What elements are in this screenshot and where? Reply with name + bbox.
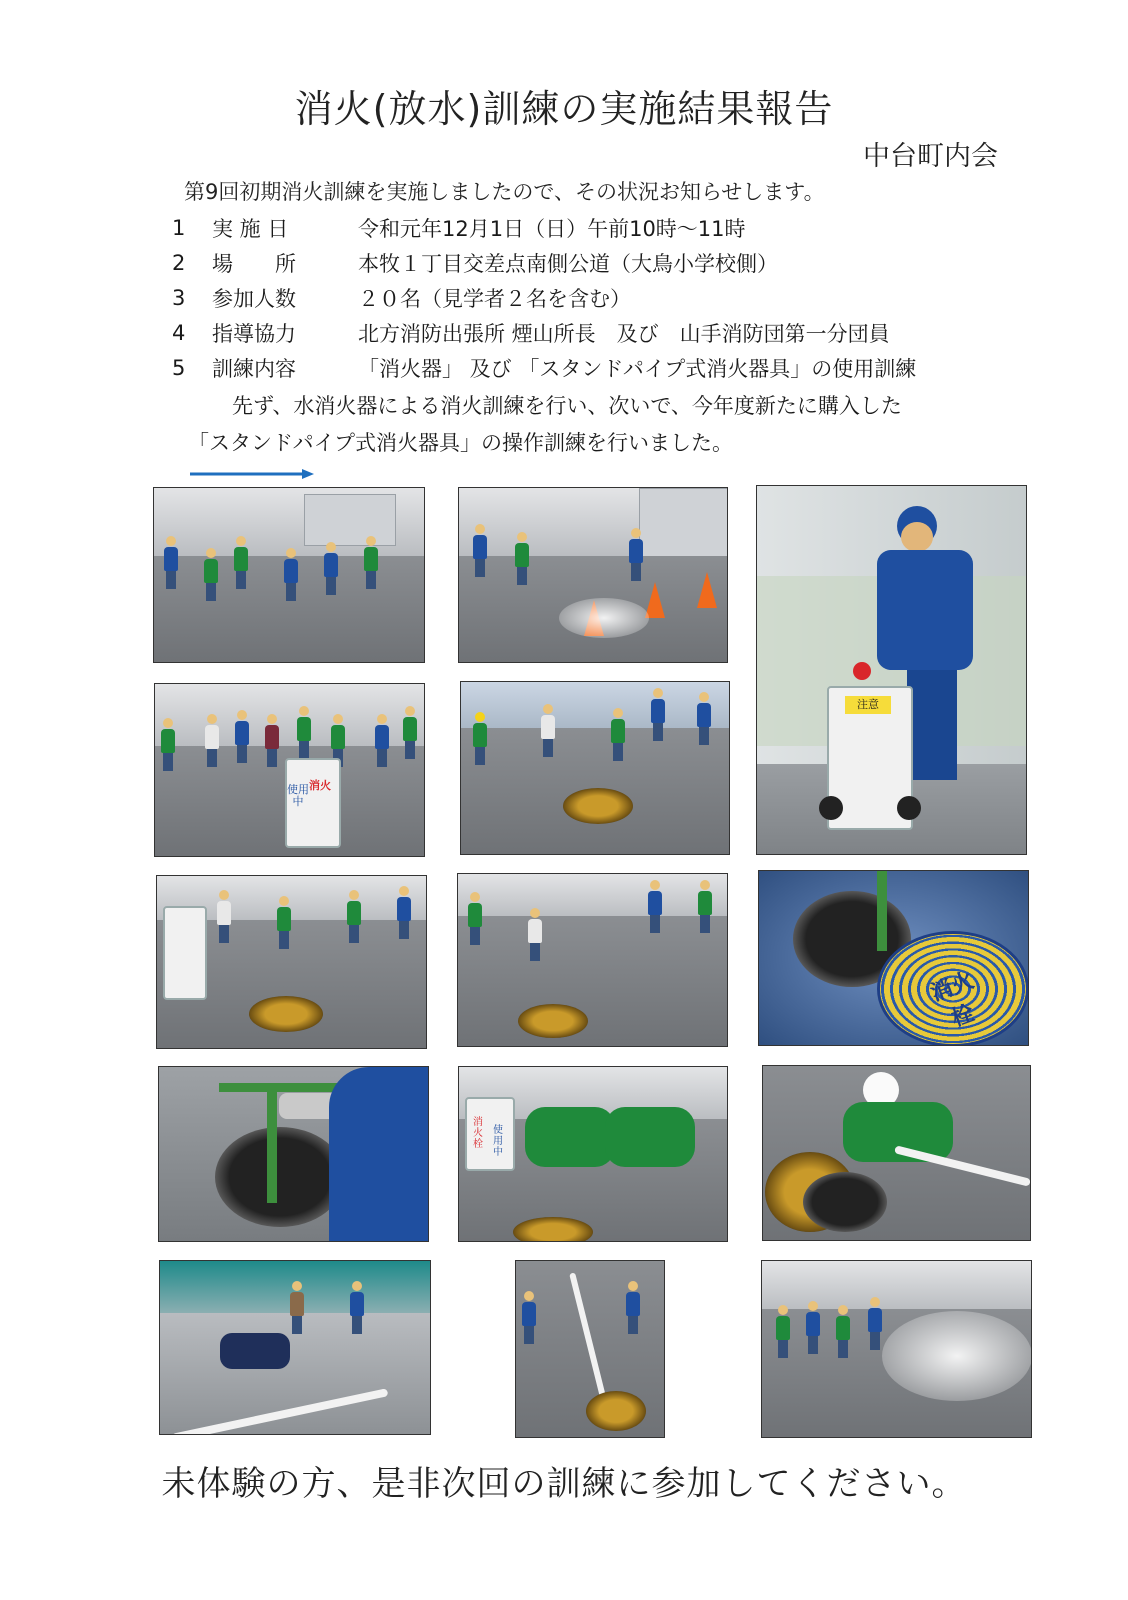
detail-label: 参加人数 xyxy=(212,286,296,311)
photo-hose-line xyxy=(515,1260,665,1438)
detail-value: ２０名（見学者２名を含む） xyxy=(358,286,631,311)
document-title: 消火(放水)訓練の実施結果報告 xyxy=(294,87,834,131)
detail-number: 2 xyxy=(172,250,186,275)
manhole-cover xyxy=(249,996,323,1032)
detail-value: 北方消防出張所 煙山所長 及び 山手消防団第一分団員 xyxy=(358,321,890,346)
photo-hydrant-cover xyxy=(758,870,1029,1046)
cart-label: 使用中 xyxy=(493,1125,503,1158)
description-line: 先ず、水消火器による消火訓練を行い、次いで、今年度新たに購入した xyxy=(232,394,902,418)
detail-number: 3 xyxy=(172,285,186,310)
detail-place xyxy=(172,245,916,280)
detail-value: 「消火器」 及び 「スタンドパイプ式消火器具」の使用訓練 xyxy=(358,356,917,381)
manhole-cover xyxy=(586,1391,646,1431)
manhole-cover xyxy=(518,1004,588,1038)
organization-name: 中台町内会 xyxy=(863,141,998,172)
detail-value: 本牧１丁目交差点南側公道（大鳥小学校側） xyxy=(358,251,778,276)
photo-connect xyxy=(458,1066,728,1242)
photo-cones xyxy=(458,487,728,663)
standpipe-cart xyxy=(163,906,207,1000)
photo-manhole-pair xyxy=(457,873,728,1047)
photo-cart-group xyxy=(154,683,425,857)
detail-cooperation xyxy=(172,315,916,350)
photo-cart-man xyxy=(756,485,1027,855)
cart-label: 消火栓 xyxy=(473,1117,483,1150)
detail-label: 指導協力 xyxy=(212,321,296,346)
detail-number: 4 xyxy=(172,320,186,345)
detail-label: 訓練内容 xyxy=(212,356,296,381)
photo-street-group xyxy=(153,487,425,663)
arrow-right-icon xyxy=(190,468,314,480)
cart-label: 使用中 xyxy=(287,783,309,808)
manhole-cover xyxy=(513,1217,593,1242)
detail-label: 実 施 日 xyxy=(212,216,289,241)
photo-manhole-open xyxy=(156,875,427,1049)
manhole-cover xyxy=(563,788,633,824)
cart-label: 消火 xyxy=(309,779,331,792)
detail-number: 5 xyxy=(172,355,186,380)
closing-message: 未体験の方、是非次回の訓練に参加してください。 xyxy=(161,1464,967,1504)
description-line: 「スタンドパイプ式消火器具」の操作訓練を行いました。 xyxy=(188,431,733,455)
detail-participants xyxy=(172,280,916,315)
intro-text: 第9回初期消火訓練を実施しましたので、その状況お知らせします。 xyxy=(184,180,825,204)
detail-value: 令和元年12月1日（日）午前10時～11時 xyxy=(358,216,746,241)
caution-label: 注意 xyxy=(845,696,891,714)
detail-content xyxy=(172,350,916,385)
photo-manhole-group xyxy=(460,681,730,855)
manhole-hole xyxy=(215,1127,345,1227)
details-list xyxy=(172,210,916,385)
photo-hose-lay xyxy=(159,1260,431,1435)
manhole-hole xyxy=(803,1172,887,1232)
detail-label: 場 所 xyxy=(212,251,296,276)
detail-number: 1 xyxy=(172,215,186,240)
hydrant-label: 消火栓 xyxy=(927,968,978,1032)
detail-date xyxy=(172,210,916,245)
description xyxy=(188,388,902,462)
photo-standpipe xyxy=(158,1066,429,1242)
photo-spray xyxy=(761,1260,1032,1438)
photo-hose-connect xyxy=(762,1065,1031,1241)
